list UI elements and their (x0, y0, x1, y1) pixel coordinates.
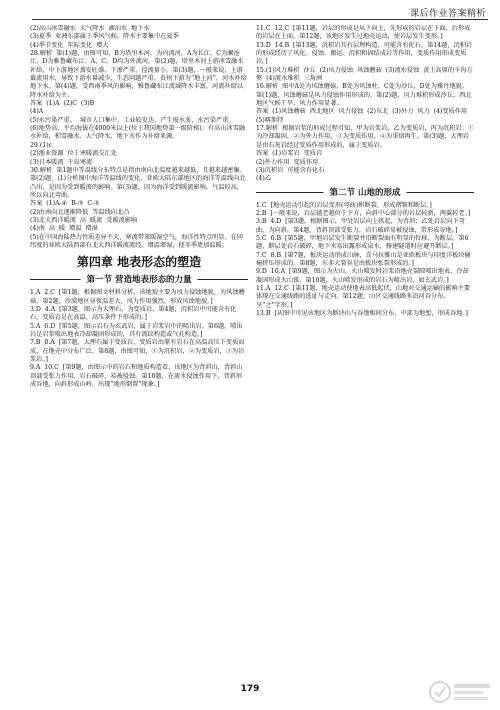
answer-line: 17.解析 根据岩浆的形成过程可知，甲为岩浆岩，乙为变质岩，丙为沉积岩；①为冷却凝固，②为外力作用，③为变质作用，④为重熔再生。第(3)题，大理岩是由石灰岩经过变质作用形成的，属于变质岩。 (256, 125, 474, 149)
answer-line: 2.B [一般来说，岩层越老越位于下方，向斜中心部分的岩层较新，两翼较老。] (256, 209, 471, 217)
answer-line: 答案 (1)岩浆岩 变质岩 (256, 150, 323, 158)
answer-line: 7.B 8.A [第7题，大理石属于变质岩，变质岩由原有岩石在高温高压下变质而成，在地壳中分布广泛。第8题，由图可知，①为沉积岩，②为变质岩，③为岩浆岩。] (30, 339, 245, 364)
header-rule (32, 19, 488, 20)
answer-line: 13.B [从图中可见该地区为断块山与谷地相间分布，中部为地堑，形成谷地。] (256, 310, 468, 317)
page-number: 179 (240, 684, 260, 694)
answer-line: (5)在中国海陆热力性质差异不大，寒流带来暖湿空气，海洋性特点明显。在同纬度的亚欧大陆西部有北大西洋暖流流经，增温增湿，使冬季更加温暖。 (30, 233, 243, 249)
answer-line: 29.(1)c (30, 141, 53, 149)
right-column (256, 25, 474, 680)
answer-line: (2)外力作用 变质作用 (256, 158, 319, 166)
left-column (30, 25, 248, 680)
watermark-logo-icon (428, 678, 494, 706)
section-heading (30, 274, 248, 286)
answer-line: (6)地势高，平均海拔在4000米以上(位于我国地势第一级阶梯)；有高山冰雪融水补给，积雪融水、大气降水、地下水作为补给来源。 (30, 125, 245, 141)
answer-line: 15.(1)风力堆积 沙丘 (2)风力侵蚀 风蚀蘑菇 (3)流水侵蚀 黄土高原的千沟万壑 (4)流水堆积 三角洲 (256, 66, 473, 83)
answer-line: (3)北大西洋暖流 高 暖流 受暖流影响 (30, 216, 138, 224)
answer-line: 7.C 8.B [第7题，板块运动形成山脉，喜马拉雅山是亚欧板块与印度洋板块碰撞挤压形成的。第8题，东非大裂谷是由板块张裂形成的。] (256, 251, 471, 267)
answer-line: 答案 (1)A (2)C (3)B (30, 100, 95, 108)
section-title: 第一节 营造地表形态的力量 (81, 274, 198, 286)
answer-line: (4)乙 (256, 175, 271, 183)
answer-line: 11.A 12.C [第11题，地壳运动使地表高低起伏，山地对交通运输的影响主要体现在交通线路的选址与走向。第12题，山区交通线路多沿河谷分布，呈“之”字形。] (256, 284, 471, 309)
answer-line: 28.解析 第(1)题，由图可知，B为塔里木河，为内流河，A为长江，C为澜沧江，D为雅鲁藏布江；A、C、D均为外流河。第(2)题，塔里木河上游冰雪融水补给，中下游地区蒸发旺盛、下渗严重，径流量小。第(3)题，一般来说，上游截流用水，导致下游水量减少，生态问题严重。贵州下游为“地上河”，河水补给地下水。第(4)题，受西南季风的影响，雅鲁藏布江流域降水丰富，河流补给以降水补给为主。 (30, 50, 247, 99)
answer-line: 3.D 4.A [第3题，图示为大理石，为变质岩，第4题，沉积岩中可能含有化石，变质岩是在高温、高压条件下形成的。] (30, 305, 237, 322)
section-heading (256, 187, 474, 199)
answer-line: (2)高山冰雪融水 大气降水 湖泊水 地下水 (30, 25, 150, 32)
answer-line: (2)渔业资源 位于寒暖流交汇处 (30, 150, 117, 158)
answer-line: 5.C 6.B [第5题，甲地岩层发生断裂并沿断裂面有明显的位移，为断层。第6题，断层处岩石破碎，地下水易出露形成泉水，修建隧道时应避开断层。] (256, 234, 469, 251)
answer-line: (3)日本暖流 千岛寒流 (30, 158, 93, 166)
answer-line: (4)季节变化 年际变化 增大 (30, 41, 109, 49)
answer-line: 3.B 4.D [第3题，根据图示，甲处岩层向上拱起，为背斜；乙处岩层向下弯曲，为向斜。第4题，背斜顶部受张力，岩石破碎易被侵蚀，常形成谷地。] (256, 218, 465, 234)
answer-line: 9.D 10.A [第9题，图示为火山，火山喷发时岩浆沿地壳裂隙喷出地表，冷却凝固形成火山锥。第10题，火山喷发形成的岩石为喷出岩，如玄武岩。] (256, 268, 469, 284)
answer-line: 11.C 12.C [第11题，岩层的形成是从下向上，先形成的岩层在下面，后形成的岩层在上面。第12题，该地区发生过地壳运动，使岩层发生变形。] (256, 25, 471, 41)
answer-line: (4)A (30, 108, 44, 116)
answer-line: 5.A 6.D [第5题，图示岩石为玄武岩，属于岩浆岩中的喷出岩。第6题，喷出岩是岩浆喷出地表冷却凝固形成的，具有流纹构造或气孔构造。] (30, 322, 243, 338)
answer-line: (5)水污染严重。 城市人口集中、工业较发达，产生废水多，水污染严重。 (30, 116, 235, 124)
answer-line: 30.解析 第1题中等温线分布特点是指由南向北温度越来越低，且越来越密集。第(2)题，(1)分析图中海洋等温线的变化，亚欧大陆东部地区的海洋等温线向北凸出，是因为受到暖流的影响。第(3)题，因为海洋受到暖流影响，气温较高，所以向北弯曲。 (30, 166, 246, 199)
answer-line: 13.D 14.B [第13题，沉积岩具有层理构造，可能含有化石。第14题，沉积岩的形成经历了风化、侵蚀、搬运、沉积和固结成岩等作用，变质作用形成变质岩。] (256, 41, 473, 66)
answer-line: (2)由南向北逐渐降低 等温线向北凸 (30, 208, 130, 216)
answer-line: 16.解析 图中A处为风蚀蘑菇，B处为风蚀柱，C处为沙丘，D处为雅丹地貌。第(1)题，风蚀蘑菇是风力侵蚀作用形成的。第(2)题，风力堆积形成沙丘，西北地区气候干旱，风力作用显著。 (256, 83, 472, 108)
page-header-title: 课后作业答案精析 (409, 9, 486, 19)
answer-line: 答案 (1)风蚀蘑菇 西北地区 风力侵蚀 (2)东北 (3)外力 风力 (4)变质作用 (5)喀斯特 (256, 108, 472, 124)
answer-line: 1.A 2.C [第1题，根据图文材料分析，该地貌主要为风力侵蚀地貌，为风蚀蘑菇。第2题，沙漠地区昼夜温差大，风力作用强烈，形成风蚀地貌。] (30, 289, 245, 305)
answer-line: 答案 (1)A-④ B-③ C-⑤ (30, 200, 100, 208)
section-title: 第二节 山地的形成 (324, 187, 407, 199)
answer-line: 9.A 10.C [第9题，由图示中的岩石和地质构造看，该地区为背斜山，背斜山顶部受张力作用，岩石破碎，易被侵蚀。第10题，在流水侵蚀作用下，背斜形成谷地，向斜形成山岭，出现“地形倒置”现象。] (30, 364, 243, 389)
chapter-title: 第四章 地表形态的塑造 (76, 255, 202, 270)
answer-line: (4)南 高 暖 增温 增湿 (30, 225, 98, 233)
answer-line: 1.C [地壳运动引起的岩层变形(弯曲)和断裂，形成褶皱和断层。] (256, 201, 432, 209)
answer-line: (3)夏季 亚洲东部属于季风气候，降水主要集中在夏季 (30, 33, 179, 41)
answer-line: (3)沉积岩 可能含有化石 (256, 166, 325, 174)
